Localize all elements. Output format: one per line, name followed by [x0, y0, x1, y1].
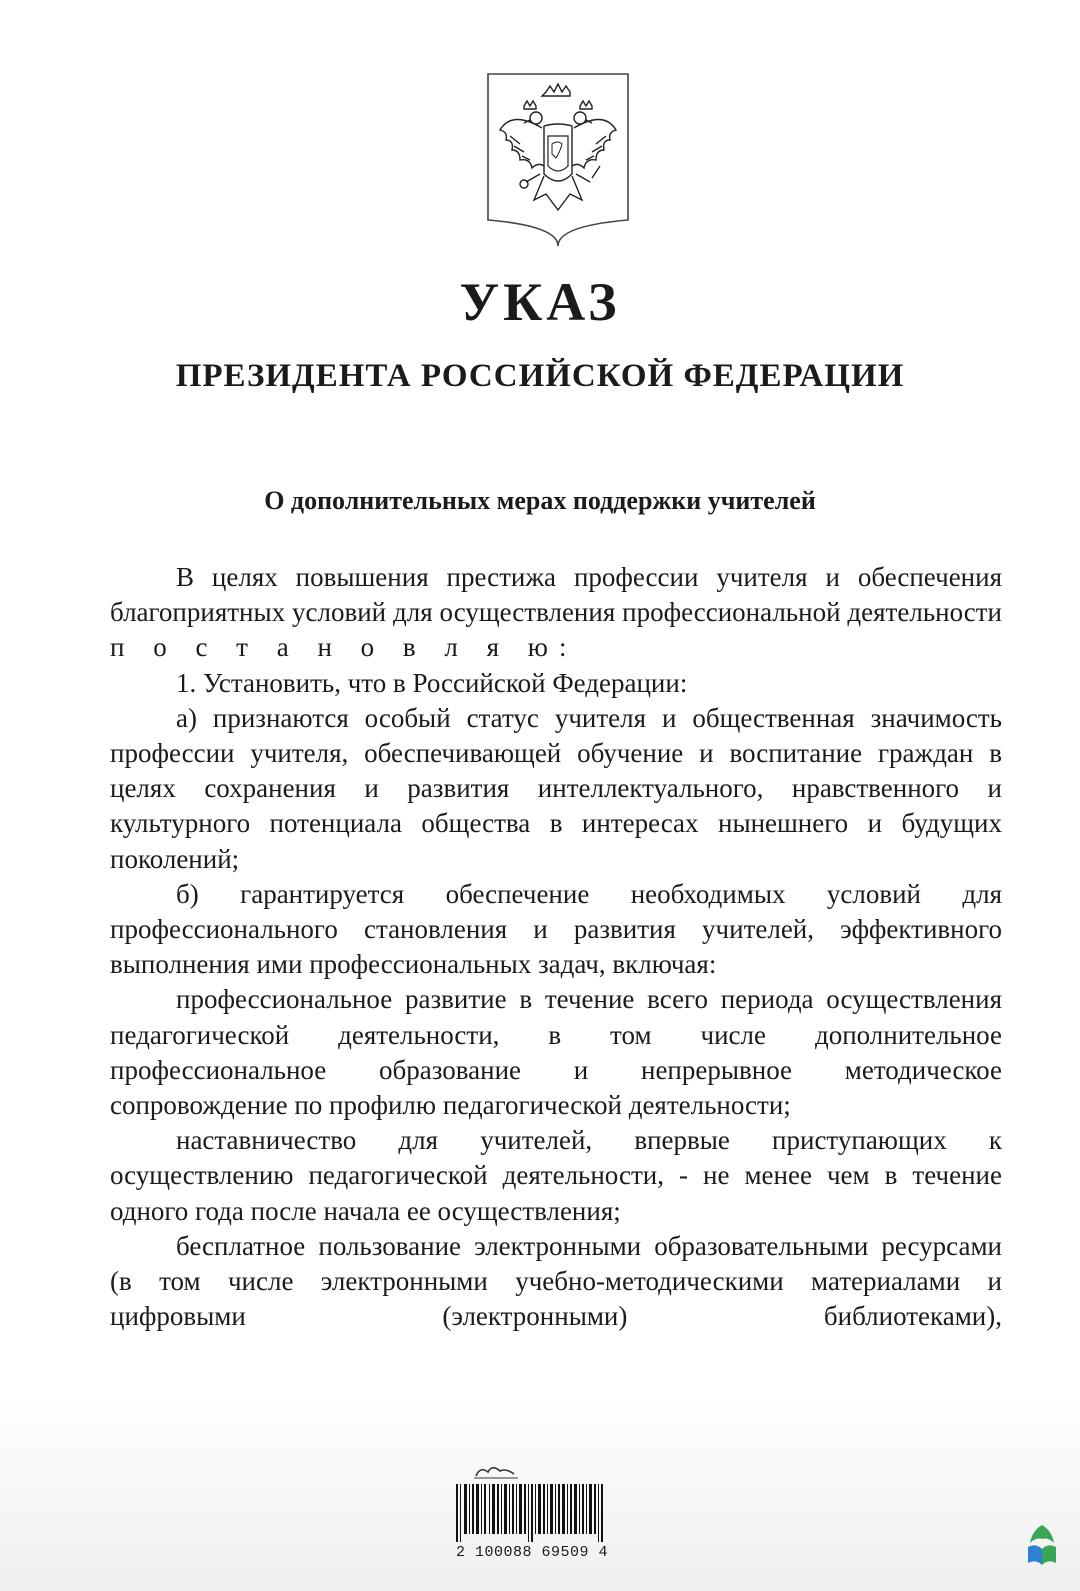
document-title: УКАЗ [459, 272, 621, 332]
preamble-paragraph [110, 560, 1002, 666]
item-a: а) признаются особый статус учителя и общественная значимость профессии учителя, обеспечивающей обучение и воспитание граждан в целях сохранения и развития интеллектуального, нравственного и культурного потенциала общества в интересах нынешнего и будущих поколений; [110, 702, 1002, 874]
item-1: 1. Установить, что в Российской Федерации: [176, 667, 688, 698]
decree-heading: О дополнительных мерах поддержки учителей [264, 486, 816, 515]
decree-body [110, 560, 1002, 1334]
barcode-number: 2 100088 69509 4 [456, 1544, 609, 1561]
coat-of-arms-icon [484, 70, 632, 248]
barcode-block [456, 1462, 609, 1572]
book-logo-icon [1022, 1521, 1062, 1571]
decree-word: п о с т а н о в л я ю: [110, 632, 578, 663]
barcode-icon [456, 1484, 606, 1542]
sub-item-professional-development: профессиональное развитие в течение всего периода осуществления педагогической деятельности, в том числе дополнительное профессиональное образование и непрерывное методическое сопровождение по профилю педагогической деятельности; [110, 984, 1002, 1121]
document-subtitle: ПРЕЗИДЕНТА РОССИЙСКОЙ ФЕДЕРАЦИИ [175, 358, 905, 394]
sub-item-mentoring: наставничество для учителей, впервые приступающих к осуществлению педагогической деятельности, - не менее чем в течение одного года после начала ее осуществления; [110, 1125, 1002, 1226]
preamble-text: В целях повышения престижа профессии учителя и обеспечения благоприятных условий для осуществления профессиональной деятельности [110, 562, 1002, 628]
barcode-stamp-icon [470, 1462, 522, 1480]
item-b: б) гарантируется обеспечение необходимых условий для профессионального становления и развития учителей, эффективного выполнения ими профессиональных задач, включая: [110, 878, 1002, 980]
sub-item-electronic-resources: бесплатное пользование электронными образовательными ресурсами (в том числе электронными учебно-методическими материалами и цифровыми (электронными) библиотеками), [110, 1230, 1002, 1332]
